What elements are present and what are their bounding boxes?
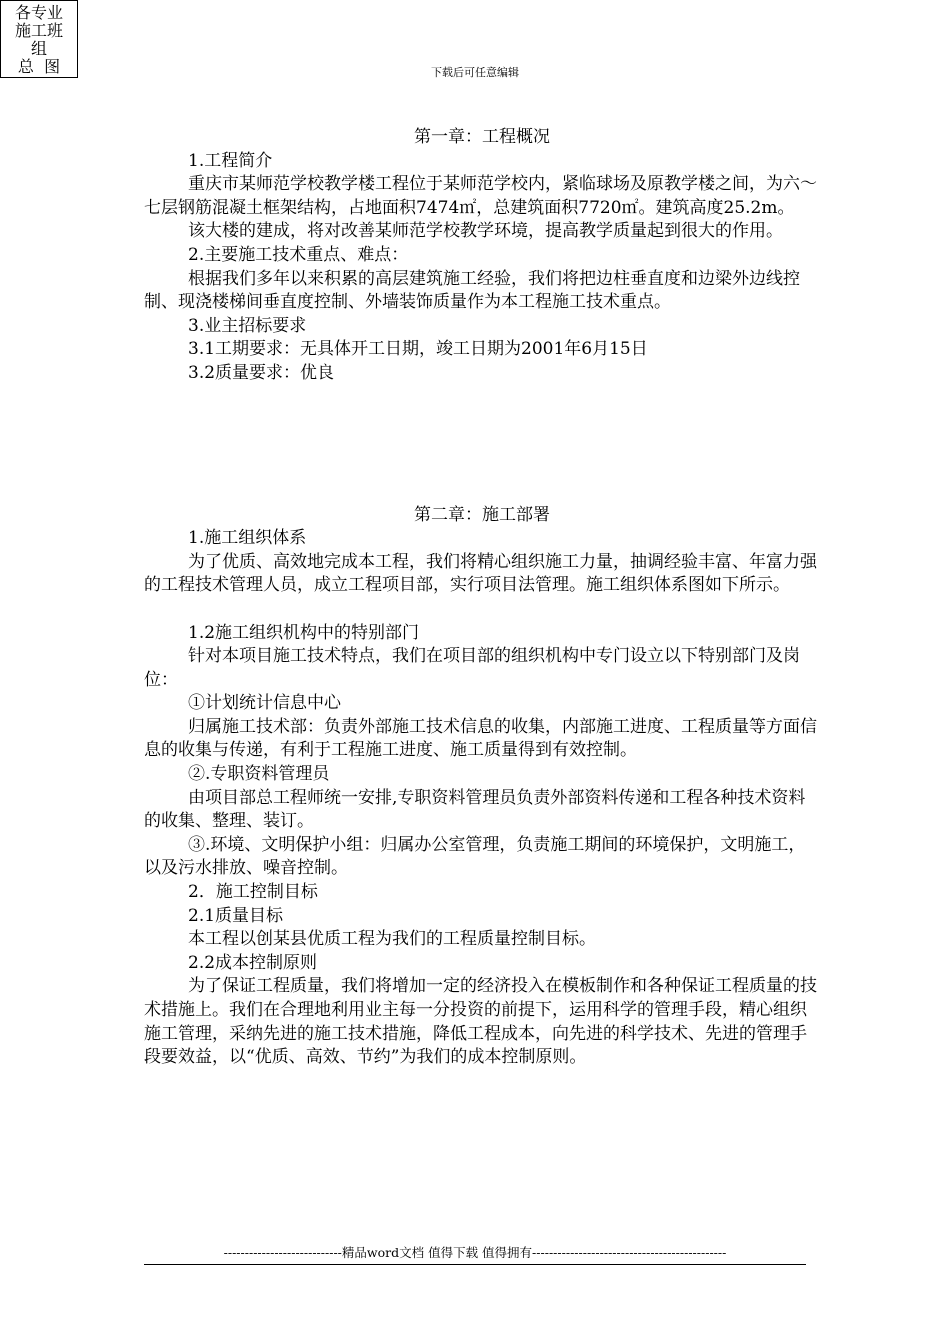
paragraph: 针对本项目施工技术特点，我们在项目部的组织机构中专门设立以下特别部门及岗位： (144, 646, 800, 690)
list-item-title: ①计划统计信息中心 (188, 693, 341, 714)
chapter1-title: 第一章：工程概况 (414, 127, 550, 147)
list-item-title: ②.专职资料管理员 (188, 764, 330, 785)
paragraph: 为了保证工程质量，我们将增加一定的经济投入在模板制作和各种保证工程质量的技术措施上。我们在合理地利用业主每一分投资的前提下，运用科学的管理手段，精心组织施工管理，采纳先进的施工技术措施，降低工程成本，向先进的科学技术、先进的管理手段要效益，以“优质、高效、节约”为我们的成本控制原则。 (144, 976, 817, 1068)
section-title: 2.主要施工技术重点、难点： (188, 244, 409, 265)
paragraph: 根据我们多年以来积累的高层建筑施工经验，我们将把边柱垂直度和边梁外边线控制、现浇楼梯间垂直度控制、外墙装饰质量作为本工程施工技术重点。 (144, 268, 800, 313)
paragraph: 3.1工期要求：无具体开工日期，竣工日期为2001年6月15日 (188, 339, 648, 360)
blank-space (144, 386, 820, 504)
editable-note: 下载后可任意编辑 (431, 66, 519, 79)
stamp-line: 总 图 (17, 57, 61, 76)
section-title: 2．施工控制目标 (188, 882, 318, 903)
paragraph: 为了优质、高效地完成本工程，我们将精心组织施工力量，抽调经验丰富、年富力强的工程技术管理人员，成立工程项目部，实行项目法管理。施工组织体系图如下所示。 (144, 551, 817, 596)
section-title: 1.工程简介 (188, 150, 273, 171)
section-title: 3.业主招标要求 (188, 315, 307, 336)
paragraph: 该大楼的建成，将对改善某师范学校教学环境，提高教学质量起到很大的作用。 (188, 221, 783, 242)
section-title: 2.2成本控制原则 (188, 952, 318, 973)
section-title: 1.2施工组织机构中的特别部门 (188, 622, 420, 643)
stamp-line: 组 (30, 39, 47, 58)
paragraph: 由项目部总工程师统一安排,专职资料管理员负责外部资料传递和工程各种技术资料的收集、整理、装订。 (144, 787, 806, 832)
paragraph: 重庆市某师范学校教学楼工程位于某师范学校内，紧临球场及原教学楼之间，为六～七层钢筋混凝土框架结构，占地面积7474㎡，总建筑面积7720㎡。建筑高度25.2m。 (144, 174, 817, 218)
section-title: 2.1质量目标 (188, 905, 284, 926)
document-body (144, 126, 820, 1070)
paragraph: ③.环境、文明保护小组：归属办公室管理，负责施工期间的环境保护，文明施工，以及污水排放、噪音控制。 (144, 834, 806, 879)
paragraph: 本工程以创某县优质工程为我们的工程质量控制目标。 (188, 929, 596, 950)
blank-line (144, 598, 820, 622)
footer-banner: ----------------------------精品word文档 值得下载 值得拥有---------------------------------------------- (144, 1244, 806, 1265)
section-title: 1.施工组织体系 (188, 528, 307, 549)
paragraph: 归属施工技术部：负责外部施工技术信息的收集，内部施工进度、工程质量等方面信息的收集与传递，有利于工程施工进度、施工质量得到有效控制。 (144, 716, 817, 761)
stamp-line: 各专业 (14, 3, 63, 22)
chapter2-title: 第二章：施工部署 (414, 504, 550, 525)
paragraph: 3.2质量要求：优良 (188, 362, 335, 383)
stamp-line: 施工班 (14, 21, 63, 40)
